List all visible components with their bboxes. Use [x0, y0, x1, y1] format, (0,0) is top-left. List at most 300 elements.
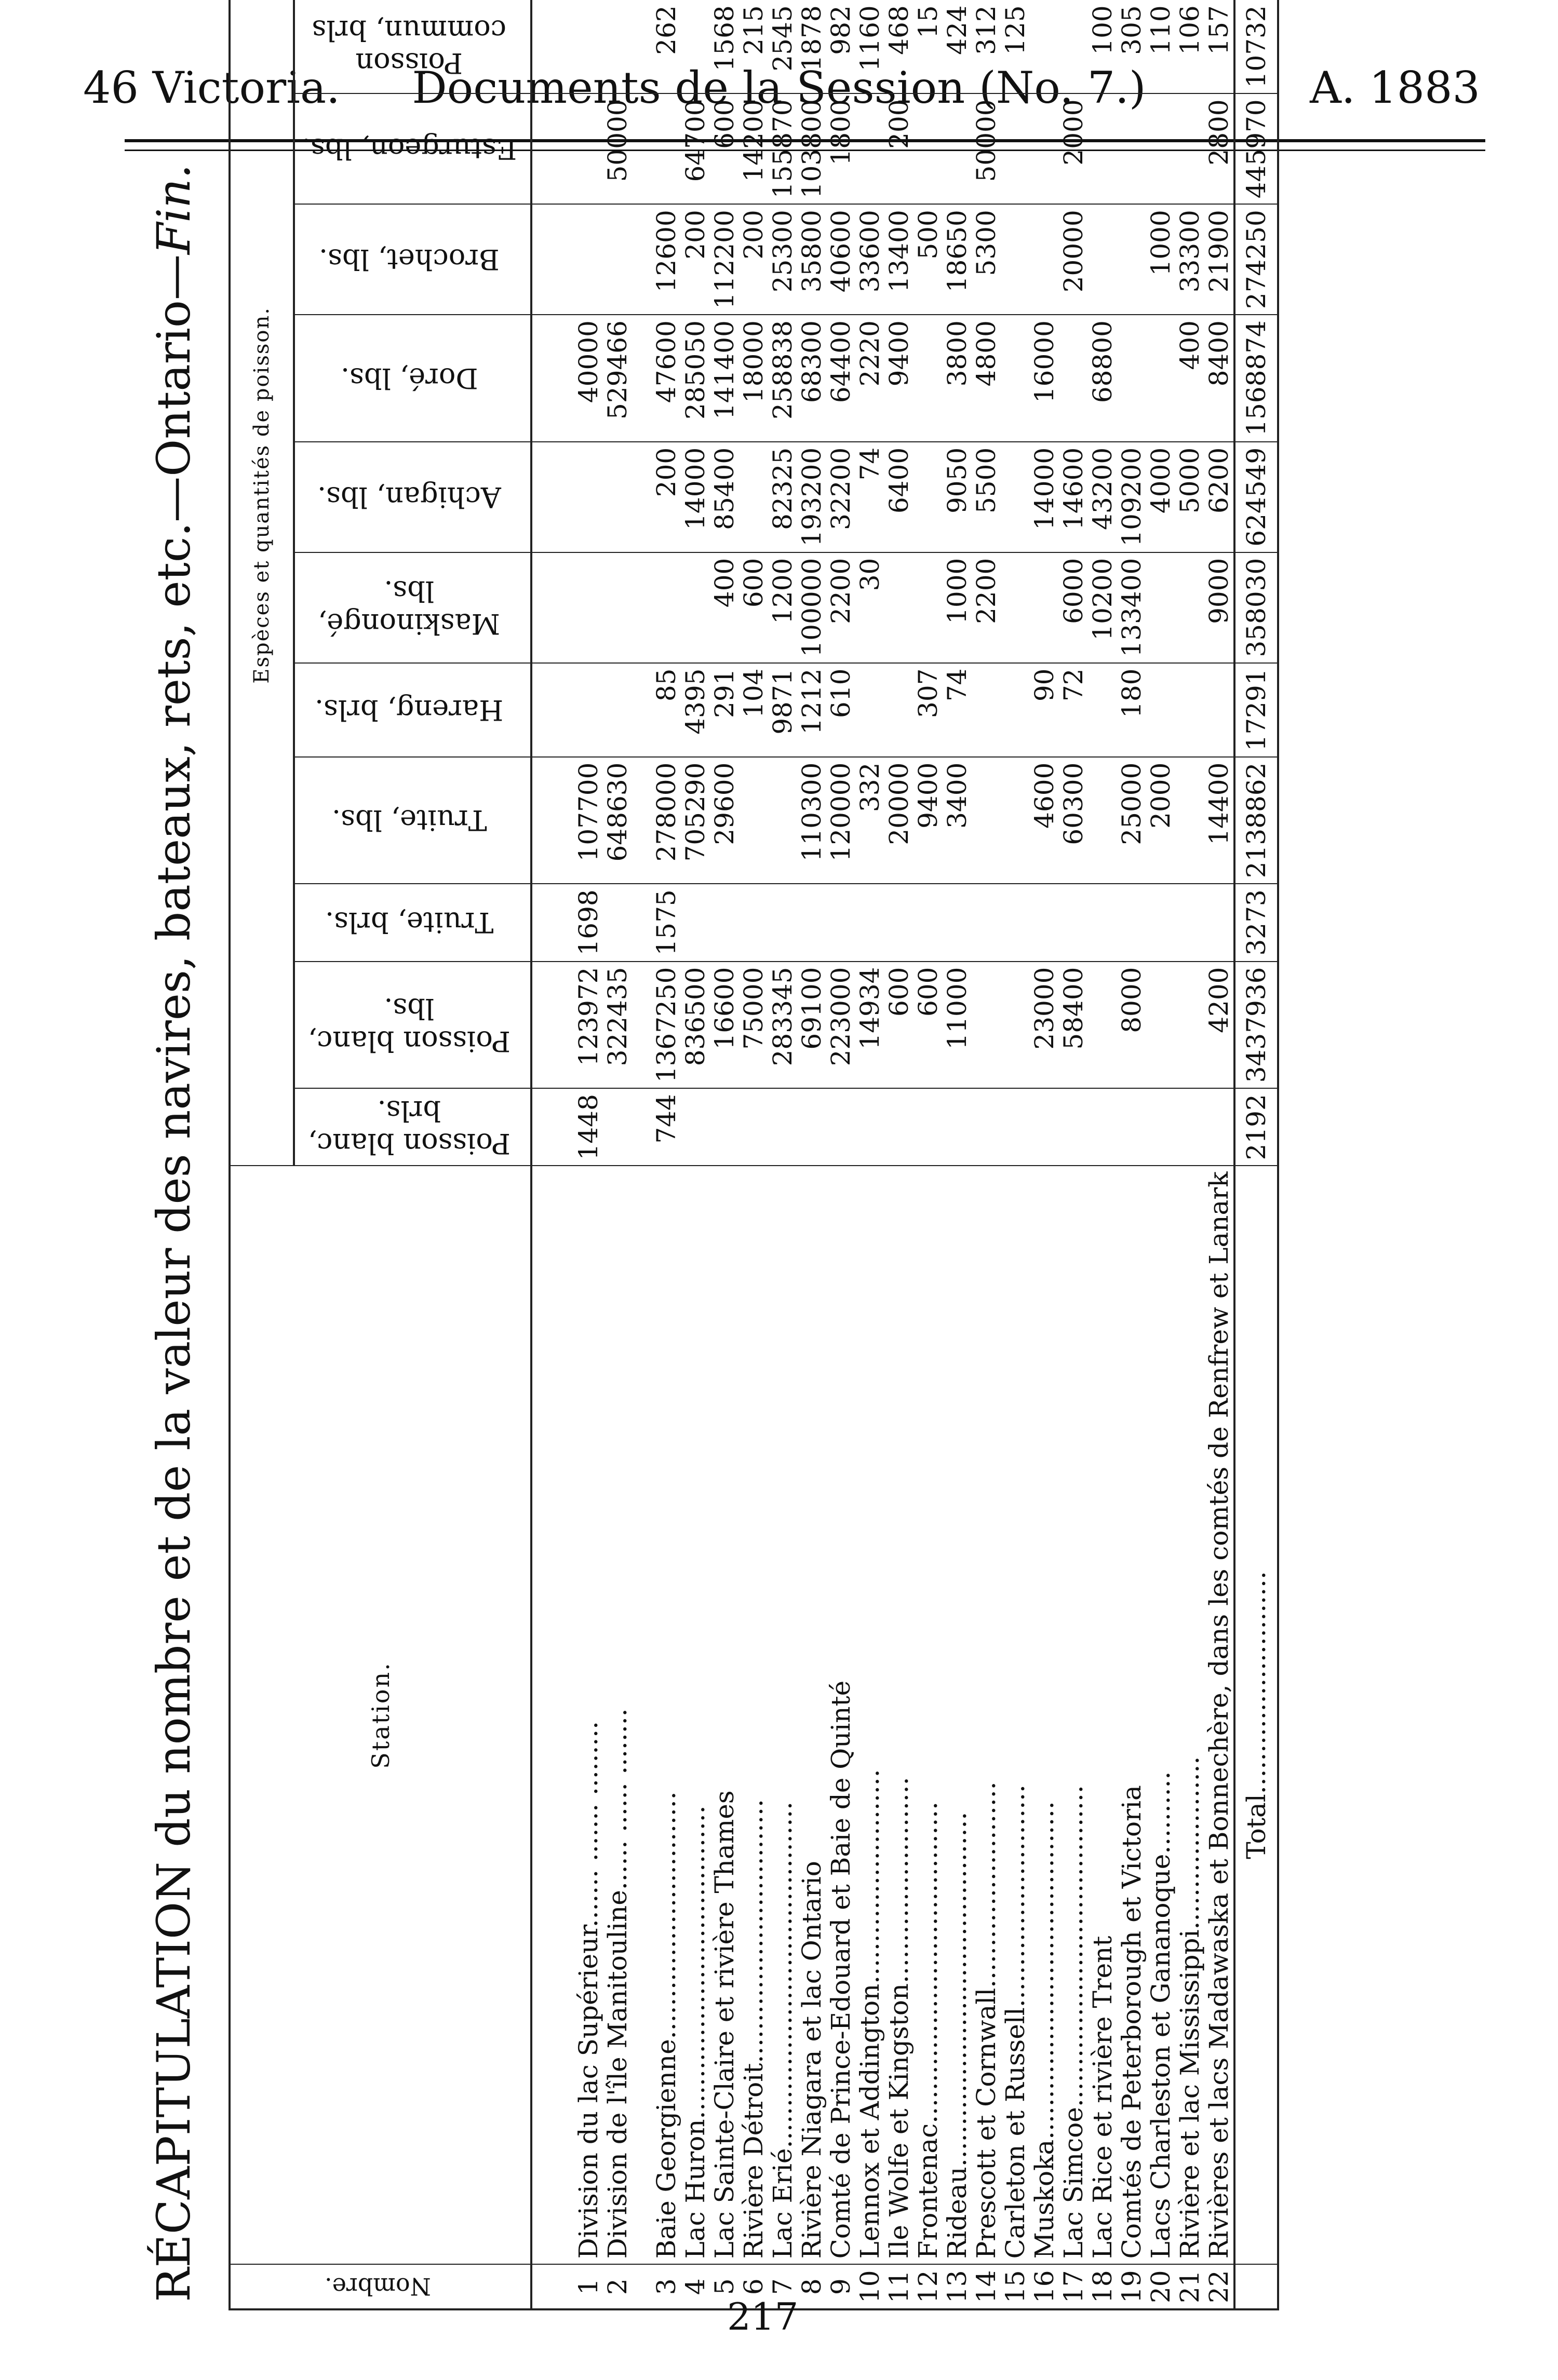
cell-col-0	[681, 1088, 710, 1166]
cell-col-7: 529466	[603, 315, 632, 442]
cell-col-8	[1001, 204, 1030, 315]
station-name: Division de l'île Manitouline...... ...... ........	[603, 1166, 632, 2264]
cell-col-2	[1059, 884, 1088, 961]
cell-col-7: 64400	[826, 315, 855, 442]
cell-col-0	[768, 1088, 797, 1166]
cell-col-6: 193200	[797, 442, 826, 552]
cell-col-5	[1146, 552, 1175, 663]
cell-col-4	[972, 663, 1001, 757]
cell-col-5	[884, 552, 914, 663]
cell-col-5: 600	[739, 552, 768, 663]
cell-col-1: 283345	[768, 962, 797, 1089]
cell-col-4: 610	[826, 663, 855, 757]
row-number: 19	[1117, 2264, 1146, 2309]
cell-col-2	[1030, 884, 1059, 961]
table-row	[603, 0, 632, 2309]
station-name: Baie Georgienne..............................	[652, 1166, 681, 2264]
cell-col-10: 100	[1088, 0, 1117, 93]
cell-col-3: 2000	[1146, 757, 1175, 884]
cell-col-1: 16600	[710, 962, 739, 1089]
cell-col-6: 74	[855, 442, 884, 552]
cell-col-9	[914, 93, 943, 204]
row-number: 21	[1175, 2264, 1204, 2309]
row-number: 12	[914, 2264, 943, 2309]
cell-col-4: 1212	[797, 663, 826, 757]
cell-col-6: 109200	[1117, 442, 1146, 552]
running-header-left: 46 Victoria.	[83, 62, 340, 113]
cell-col-8: 5300	[972, 204, 1001, 315]
table-row	[943, 0, 972, 2309]
cell-col-7: 68800	[1088, 315, 1117, 442]
cell-col-8	[1088, 204, 1117, 315]
cell-col-9	[574, 93, 603, 204]
cell-col-9: 1800	[826, 93, 855, 204]
cell-col-5	[652, 552, 681, 663]
cell-col-5	[914, 552, 943, 663]
cell-col-10: 10732	[1234, 0, 1278, 93]
cell-col-7	[1001, 315, 1030, 442]
station-name: Frontenac.......................................	[914, 1166, 943, 2264]
cell-col-6: 6400	[884, 442, 914, 552]
cell-col-4: 9871	[768, 663, 797, 757]
cell-col-4: 180	[1117, 663, 1146, 757]
station-name: Rivière Niagara et lac Ontario	[797, 1166, 826, 2264]
cell-col-6: 624549	[1234, 442, 1278, 552]
row-number: 6	[739, 2264, 768, 2309]
cell-col-10: 468	[884, 0, 914, 93]
cell-col-6: 43200	[1088, 442, 1117, 552]
cell-col-1: 600	[914, 962, 943, 1089]
cell-col-8: 18650	[943, 204, 972, 315]
col-header-4: Hareng, brls.	[294, 663, 531, 757]
cell-col-10: 106	[1175, 0, 1204, 93]
station-name: Carleton et Russell...........................	[1001, 1166, 1030, 2264]
table-row	[1001, 0, 1030, 2309]
cell-col-5	[1175, 552, 1204, 663]
row-number: 14	[972, 2264, 1001, 2309]
cell-col-10: 15	[914, 0, 943, 93]
cell-col-1	[1175, 962, 1204, 1089]
cell-col-9	[1175, 93, 1204, 204]
cell-col-7: 40000	[574, 315, 603, 442]
cell-col-9	[1146, 93, 1175, 204]
cell-col-10: 424	[943, 0, 972, 93]
col-header-10: Poisson commun, brls	[294, 0, 531, 93]
row-number: 18	[1088, 2264, 1117, 2309]
row-number	[1234, 2264, 1278, 2309]
cell-col-7: 18000	[739, 315, 768, 442]
row-number: 16	[1030, 2264, 1059, 2309]
cell-col-8: 25300	[768, 204, 797, 315]
station-name: Lac Simcoe.......................................	[1059, 1166, 1088, 2264]
cell-col-0	[1059, 1088, 1088, 1166]
table-row	[884, 0, 914, 2309]
cell-col-1	[1088, 962, 1117, 1089]
cell-col-4	[1088, 663, 1117, 757]
cell-col-10: 1568	[710, 0, 739, 93]
cell-col-1: 4200	[1204, 962, 1234, 1089]
station-name: Lacs Charleston et Gananoque..........	[1146, 1166, 1175, 2264]
table-row	[826, 0, 855, 2309]
cell-col-6: 82325	[768, 442, 797, 552]
cell-col-0	[972, 1088, 1001, 1166]
cell-col-0	[826, 1088, 855, 1166]
cell-col-4: 291	[710, 663, 739, 757]
cell-col-3	[1001, 757, 1030, 884]
cell-col-2	[943, 884, 972, 961]
station-name: Lac Rice et rivière Trent	[1088, 1166, 1117, 2264]
cell-col-9: 103800	[797, 93, 826, 204]
cell-col-9	[1088, 93, 1117, 204]
cell-col-3: 2138862	[1234, 757, 1278, 884]
cell-col-6	[603, 442, 632, 552]
cell-col-7: 9400	[884, 315, 914, 442]
cell-col-6: 5000	[1175, 442, 1204, 552]
cell-col-2	[855, 884, 884, 961]
cell-col-10: 157	[1204, 0, 1234, 93]
cell-col-8	[1030, 204, 1059, 315]
cell-col-6	[1001, 442, 1030, 552]
cell-col-9	[943, 93, 972, 204]
cell-col-9: 14200	[739, 93, 768, 204]
station-name: Lac Sainte-Claire et rivière Thames	[710, 1166, 739, 2264]
cell-col-5: 6000	[1059, 552, 1088, 663]
cell-col-0	[1088, 1088, 1117, 1166]
cell-col-2	[768, 884, 797, 961]
cell-col-5	[603, 552, 632, 663]
table-row	[652, 0, 681, 2309]
table-row	[855, 0, 884, 2309]
table-row	[1146, 0, 1175, 2309]
cell-col-8: 33600	[855, 204, 884, 315]
row-number: 8	[797, 2264, 826, 2309]
cell-col-3: 3400	[943, 757, 972, 884]
cell-col-9: 155870	[768, 93, 797, 204]
cell-col-4: 104	[739, 663, 768, 757]
cell-col-10: 305	[1117, 0, 1146, 93]
cell-col-5	[1030, 552, 1059, 663]
cell-col-5: 358030	[1234, 552, 1278, 663]
cell-col-10	[1059, 0, 1088, 93]
cell-col-7: 68300	[797, 315, 826, 442]
cell-col-5: 2200	[972, 552, 1001, 663]
cell-col-0: 744	[652, 1088, 681, 1166]
cell-col-8: 274250	[1234, 204, 1278, 315]
cell-col-7: 400	[1175, 315, 1204, 442]
cell-col-3: 648630	[603, 757, 632, 884]
cell-col-3: 4600	[1030, 757, 1059, 884]
station-name: Division du lac Supérieur....... ....... .........	[574, 1166, 603, 2264]
cell-col-3: 107700	[574, 757, 603, 884]
cell-col-2	[1204, 884, 1234, 961]
col-header-6: Achigan, lbs.	[294, 442, 531, 552]
cell-col-2	[884, 884, 914, 961]
cell-col-2	[797, 884, 826, 961]
cell-col-7: 4800	[972, 315, 1001, 442]
cell-col-9	[855, 93, 884, 204]
cell-col-9	[652, 93, 681, 204]
cell-col-1: 23000	[1030, 962, 1059, 1089]
cell-col-9: 600	[710, 93, 739, 204]
cell-col-3	[768, 757, 797, 884]
cell-col-5	[1001, 552, 1030, 663]
cell-col-3: 332	[855, 757, 884, 884]
cell-col-2	[681, 884, 710, 961]
table-body	[531, 0, 1278, 2309]
running-header-right: A. 1883	[1310, 62, 1480, 113]
cell-col-1: 11000	[943, 962, 972, 1089]
cell-col-5: 10200	[1088, 552, 1117, 663]
table-row	[1088, 0, 1117, 2309]
cell-col-1: 123972	[574, 962, 603, 1089]
cell-col-9	[1117, 93, 1146, 204]
cell-col-0	[1146, 1088, 1175, 1166]
col-header-7: Doré, lbs.	[294, 315, 531, 442]
row-number: 3	[652, 2264, 681, 2309]
cell-col-4	[1001, 663, 1030, 757]
cell-col-10: 262	[652, 0, 681, 93]
cell-col-7	[914, 315, 943, 442]
cell-col-0	[1117, 1088, 1146, 1166]
cell-col-0	[855, 1088, 884, 1166]
col-header-8: Brochet, lbs.	[294, 204, 531, 315]
row-number: 17	[1059, 2264, 1088, 2309]
cell-col-5	[574, 552, 603, 663]
cell-col-0	[884, 1088, 914, 1166]
cell-col-7	[1059, 315, 1088, 442]
cell-col-8	[603, 204, 632, 315]
cell-col-2	[1146, 884, 1175, 961]
table-row	[681, 0, 710, 2309]
cell-col-9: 445970	[1234, 93, 1278, 204]
cell-col-0: 1448	[574, 1088, 603, 1166]
cell-col-5: 133400	[1117, 552, 1146, 663]
cell-col-10	[574, 0, 603, 93]
cell-col-3: 705290	[681, 757, 710, 884]
cell-col-1	[1001, 962, 1030, 1089]
cell-col-10: 1160	[855, 0, 884, 93]
cell-col-10: 215	[739, 0, 768, 93]
recapitulation-table	[229, 0, 1279, 2310]
cell-col-3: 25000	[1117, 757, 1146, 884]
table-title	[125, 156, 223, 2310]
cell-col-1: 75000	[739, 962, 768, 1089]
cell-col-2: 1698	[574, 884, 603, 961]
row-number: 5	[710, 2264, 739, 2309]
row-number: 22	[1204, 2264, 1234, 2309]
station-name: Rivière et lac Mississippi.....................	[1175, 1166, 1204, 2264]
station-name: Prescott et Cornwall.........................	[972, 1166, 1001, 2264]
running-header-center: Documents de la Session (No. 7.)	[412, 62, 1146, 113]
cell-col-1: 8000	[1117, 962, 1146, 1089]
cell-col-6: 14000	[681, 442, 710, 552]
cell-col-0	[710, 1088, 739, 1166]
cell-col-8: 500	[914, 204, 943, 315]
cell-col-2	[1117, 884, 1146, 961]
station-name: Lac Erié..........................................	[768, 1166, 797, 2264]
cell-col-0	[1204, 1088, 1234, 1166]
cell-col-4	[1175, 663, 1204, 757]
cell-col-4	[855, 663, 884, 757]
cell-col-0	[797, 1088, 826, 1166]
cell-col-1: 600	[884, 962, 914, 1089]
cell-col-0	[1001, 1088, 1030, 1166]
cell-col-2	[1088, 884, 1117, 961]
cell-col-6: 32200	[826, 442, 855, 552]
cell-col-7: 8400	[1204, 315, 1234, 442]
cell-col-6: 6200	[1204, 442, 1234, 552]
row-number: 15	[1001, 2264, 1030, 2309]
cell-col-8: 200	[739, 204, 768, 315]
cell-col-1: 322435	[603, 962, 632, 1089]
cell-col-10: 125	[1001, 0, 1030, 93]
cell-col-6	[914, 442, 943, 552]
cell-col-7	[1146, 315, 1175, 442]
table-row	[768, 0, 797, 2309]
table-row	[1059, 0, 1088, 2309]
cell-col-7: 3800	[943, 315, 972, 442]
row-number: 20	[1146, 2264, 1175, 2309]
cell-col-10	[1030, 0, 1059, 93]
cell-col-2	[603, 884, 632, 961]
station-name: Comté de Prince-Edouard et Baie de Quinté	[826, 1166, 855, 2264]
cell-col-8: 35800	[797, 204, 826, 315]
cell-col-7: 141400	[710, 315, 739, 442]
cell-col-0	[943, 1088, 972, 1166]
station-name: Ile Wolfe et Kingston.........................	[884, 1166, 914, 2264]
cell-col-3: 278000	[652, 757, 681, 884]
cell-col-5: 400	[710, 552, 739, 663]
cell-col-7: 47600	[652, 315, 681, 442]
cell-col-2	[826, 884, 855, 961]
cell-col-2: 3273	[1234, 884, 1278, 961]
cell-col-8: 112200	[710, 204, 739, 315]
cell-col-3	[1088, 757, 1117, 884]
station-name: Comtés de Peterborough et Victoria	[1117, 1166, 1146, 2264]
total-row	[1234, 0, 1278, 2309]
cell-col-1: 836500	[681, 962, 710, 1089]
cell-col-6: 4000	[1146, 442, 1175, 552]
table-row	[739, 0, 768, 2309]
table-row	[710, 0, 739, 2309]
col-header-station: Station.	[230, 1166, 531, 2264]
cell-col-10	[603, 0, 632, 93]
row-number: 9	[826, 2264, 855, 2309]
station-name: Rivières et lacs Madawaska et Bonnechère, dans les comtés de Renfrew et Lanark	[1204, 1166, 1234, 2264]
cell-col-0	[739, 1088, 768, 1166]
cell-col-6	[739, 442, 768, 552]
col-header-3: Truite, lbs.	[294, 757, 531, 884]
cell-col-4: 90	[1030, 663, 1059, 757]
cell-col-10	[681, 0, 710, 93]
cell-col-4	[1146, 663, 1175, 757]
cell-col-5: 2200	[826, 552, 855, 663]
cell-col-0	[1030, 1088, 1059, 1166]
cell-col-8: 20000	[1059, 204, 1088, 315]
cell-col-8	[1117, 204, 1146, 315]
col-group-header: Espèces et quantités de poisson.	[230, 0, 294, 1166]
table-row	[1117, 0, 1146, 2309]
col-header-1: Poisson blanc, lbs.	[294, 962, 531, 1089]
cell-col-6: 200	[652, 442, 681, 552]
station-name: Rideau...........................................	[943, 1166, 972, 2264]
cell-col-4	[603, 663, 632, 757]
table-title-main: RÉCAPITULATION du nombre et de la valeur des navires, bateaux, rets, etc.—Ontario—	[147, 254, 200, 2302]
cell-col-3: 29600	[710, 757, 739, 884]
cell-col-7: 258838	[768, 315, 797, 442]
cell-col-2: 1575	[652, 884, 681, 961]
col-header-0: Poisson blanc, brls.	[294, 1088, 531, 1166]
cell-col-2	[1001, 884, 1030, 961]
table-row	[1030, 0, 1059, 2309]
table-row	[972, 0, 1001, 2309]
table-row	[914, 0, 943, 2309]
cell-col-2	[739, 884, 768, 961]
cell-col-1	[972, 962, 1001, 1089]
cell-col-10: 110	[1146, 0, 1175, 93]
cell-col-9	[1030, 93, 1059, 204]
cell-col-1: 223000	[826, 962, 855, 1089]
cell-col-4: 72	[1059, 663, 1088, 757]
col-header-9: Esturgeon, lbs.	[294, 93, 531, 204]
cell-col-1	[1146, 962, 1175, 1089]
cell-col-5: 9000	[1204, 552, 1234, 663]
col-header-2: Truite, brls.	[294, 884, 531, 961]
cell-col-8: 12600	[652, 204, 681, 315]
cell-col-7: 1568874	[1234, 315, 1278, 442]
cell-col-1: 1367250	[652, 962, 681, 1089]
row-number: 1	[574, 2264, 603, 2309]
station-name: Lac Huron......................................	[681, 1166, 710, 2264]
cell-col-5: 1000	[943, 552, 972, 663]
cell-col-0: 2192	[1234, 1088, 1278, 1166]
cell-col-1: 3437936	[1234, 962, 1278, 1089]
cell-col-2	[710, 884, 739, 961]
cell-col-4	[1204, 663, 1234, 757]
cell-col-3	[1175, 757, 1204, 884]
cell-col-2	[972, 884, 1001, 961]
cell-col-10: 982	[826, 0, 855, 93]
cell-col-1: 69100	[797, 962, 826, 1089]
cell-col-4: 85	[652, 663, 681, 757]
cell-col-9	[1001, 93, 1030, 204]
cell-col-8	[574, 204, 603, 315]
row-number: 11	[884, 2264, 914, 2309]
table-row	[797, 0, 826, 2309]
station-name: Rivière Détroit................................	[739, 1166, 768, 2264]
cell-col-6	[574, 442, 603, 552]
cell-col-0	[1175, 1088, 1204, 1166]
cell-col-5: 1200	[768, 552, 797, 663]
cell-col-6: 9050	[943, 442, 972, 552]
cell-col-6: 14600	[1059, 442, 1088, 552]
cell-col-5: 30	[855, 552, 884, 663]
cell-col-4: 307	[914, 663, 943, 757]
cell-col-1: 14934	[855, 962, 884, 1089]
cell-col-8: 1000	[1146, 204, 1175, 315]
table-row	[574, 0, 603, 2309]
table-title-fin: Fin.	[147, 164, 200, 254]
cell-col-8: 200	[681, 204, 710, 315]
table-row	[1204, 0, 1234, 2309]
row-number: 10	[855, 2264, 884, 2309]
cell-col-8: 21900	[1204, 204, 1234, 315]
cell-col-3: 120000	[826, 757, 855, 884]
cell-col-9: 50000	[603, 93, 632, 204]
cell-col-8: 13400	[884, 204, 914, 315]
cell-col-7: 2220	[855, 315, 884, 442]
cell-col-6: 14000	[1030, 442, 1059, 552]
